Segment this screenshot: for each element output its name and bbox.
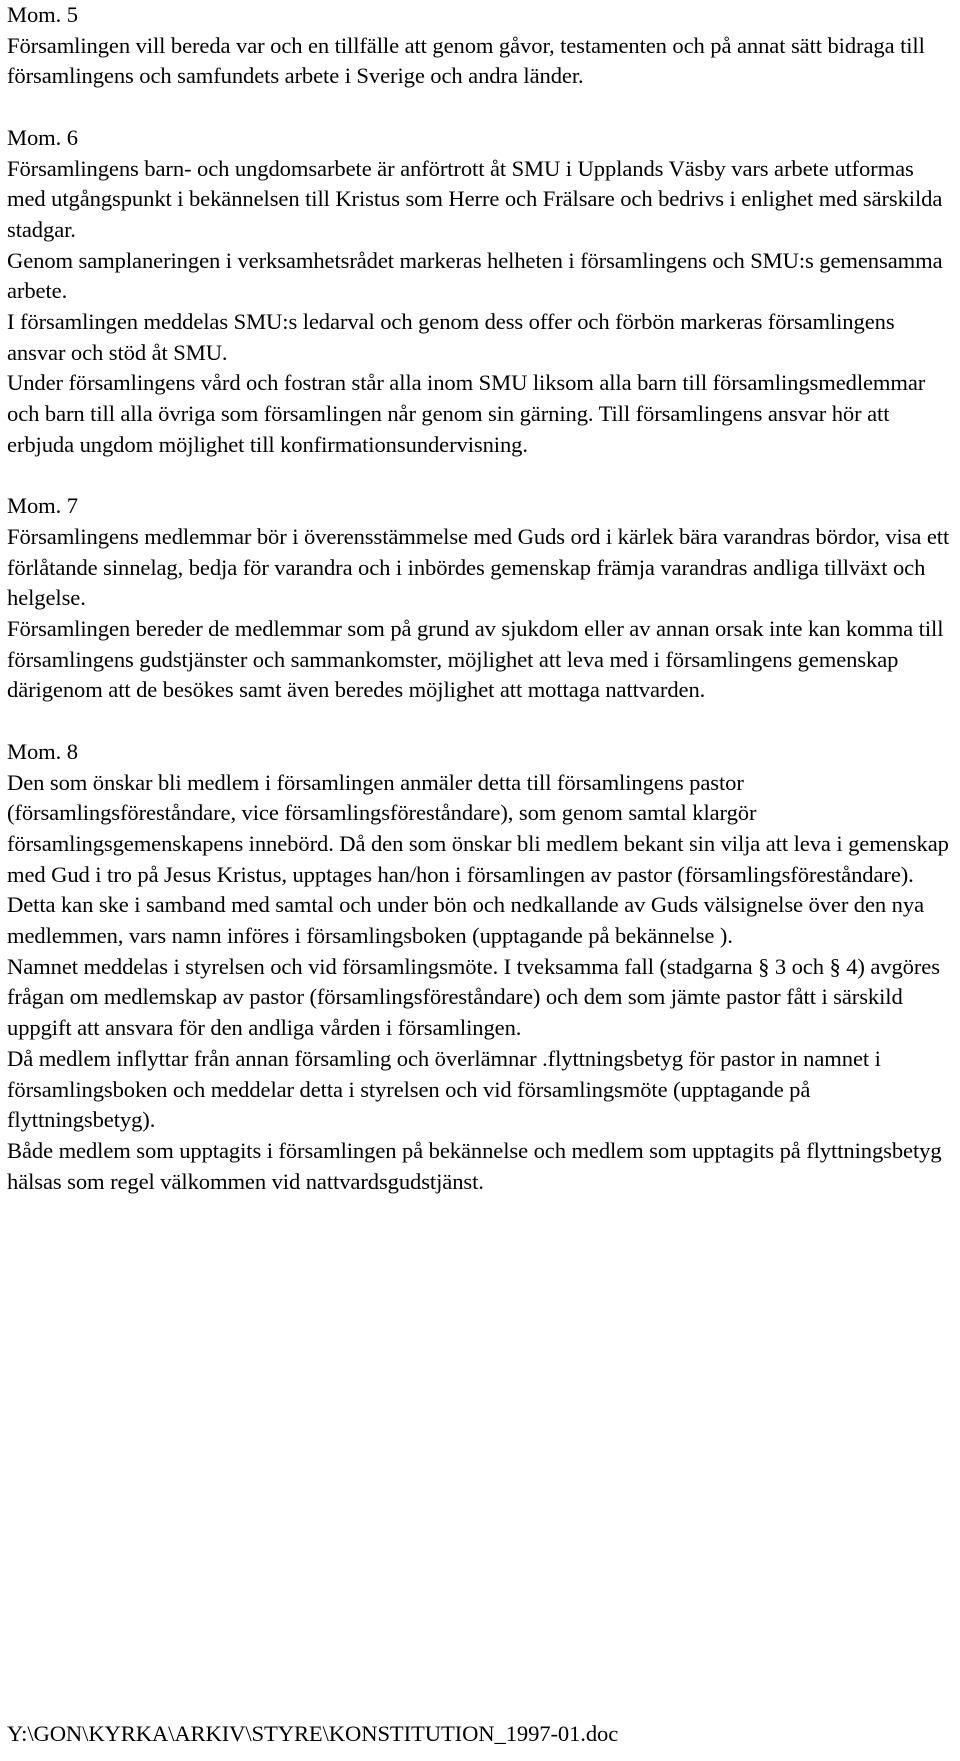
paragraph: Församlingen bereder de medlemmar som på grund av sjukdom eller av annan orsak inte kan komma till församlingens gudstjänster och sammankomster, möjlighet att leva med i församlingens gemenskap därigenom att de besökes samt även beredes möjlighet att mottaga nattvarden.: [7, 616, 944, 703]
document-body: [7, 0, 955, 1197]
paragraph: Då medlem inflyttar från annan församling och överlämnar .flyttningsbetyg för pastor in namnet i församlingsboken och meddelar detta i styrelsen och vid församlingsmöte (upptagande på flyttningsbetyg).: [7, 1045, 881, 1133]
section-mom-7: [7, 491, 955, 706]
paragraph: Församlingens medlemmar bör i överensstämmelse med Guds ord i kärlek bära varandras bördor, visa ett förlåtande sinnelag, bedja för varandra och i inbördes gemenskap främja varandras andliga tillväxt och helgelse.: [7, 523, 950, 611]
paragraph: Församlingen vill bereda var och en tillfälle att genom gåvor, testamenten och på annat sätt bidraga till församlingens och samfundets arbete i Sverige och andra länder.: [7, 32, 925, 89]
footer-file-path: Y:\GON\KYRKA\ARKIV\STYRE\KONSTITUTION_1997-01.doc: [7, 1721, 619, 1746]
section-heading: Mom. 5: [7, 2, 78, 27]
section-heading: Mom. 7: [7, 493, 78, 519]
paragraph: Namnet meddelas i styrelsen och vid församlingsmöte. I tveksamma fall (stadgarna § 3 och § 4) avgöres frågan om medlemskap av pastor (församlingsföreståndare) och dem som jämte pastor fått i särskild uppgift att ansvara för den andliga vården i församlingen.: [7, 953, 940, 1041]
paragraph: Den som önskar bli medlem i församlingen anmäler detta till församlingens pastor (församlingsföreståndare, vice församlingsföreståndare), som genom samtal klargör församlingsgemenskapens innebörd. Då den som önskar bli medlem bekant sin vilja att leva i gemenskap med Gud i tro på Jesus Kristus, upptages han/hon i församlingen av pastor (församlingsföreståndare). Detta kan ske i samband med samtal och under bön och nedkallande av Guds välsignelse över den nya medlemmen, vars namn införes i församlingsboken (upptagande på bekännelse ).: [7, 769, 949, 949]
section-heading: Mom. 6: [7, 124, 78, 150]
section-mom-5: [7, 0, 955, 92]
paragraph: Församlingens barn- och ungdomsarbete är anförtrott åt SMU i Upplands Väsby vars arbete utformas med utgångspunkt i bekännelsen till Kristus som Herre och Frälsare och bedrivs i enlighet med särskilda stadgar.: [7, 155, 943, 242]
section-heading: Mom. 8: [7, 738, 78, 764]
paragraph: Både medlem som upptagits i församlingen på bekännelse och medlem som upptagits på flyttningsbetyg hälsas som regel välkommen vid nattvardsgudstjänst.: [7, 1137, 942, 1194]
section-mom-6: [7, 123, 955, 461]
paragraph: Under församlingens vård och fostran står alla inom SMU liksom alla barn till församlingsmedlemmar och barn till alla övriga som församlingen når genom sin gärning. Till församlingens ansvar hör att erbjuda ungdom möjlighet till konfirmationsundervisning.: [7, 370, 926, 457]
paragraph: I församlingen meddelas SMU:s ledarval och genom dess offer och förbön markeras församlingens ansvar och stöd åt SMU.: [7, 309, 895, 365]
section-mom-8: [7, 737, 955, 1198]
paragraph: Genom samplaneringen i verksamhetsrådet markeras helheten i församlingens och SMU:s gemensamma arbete.: [7, 247, 943, 304]
